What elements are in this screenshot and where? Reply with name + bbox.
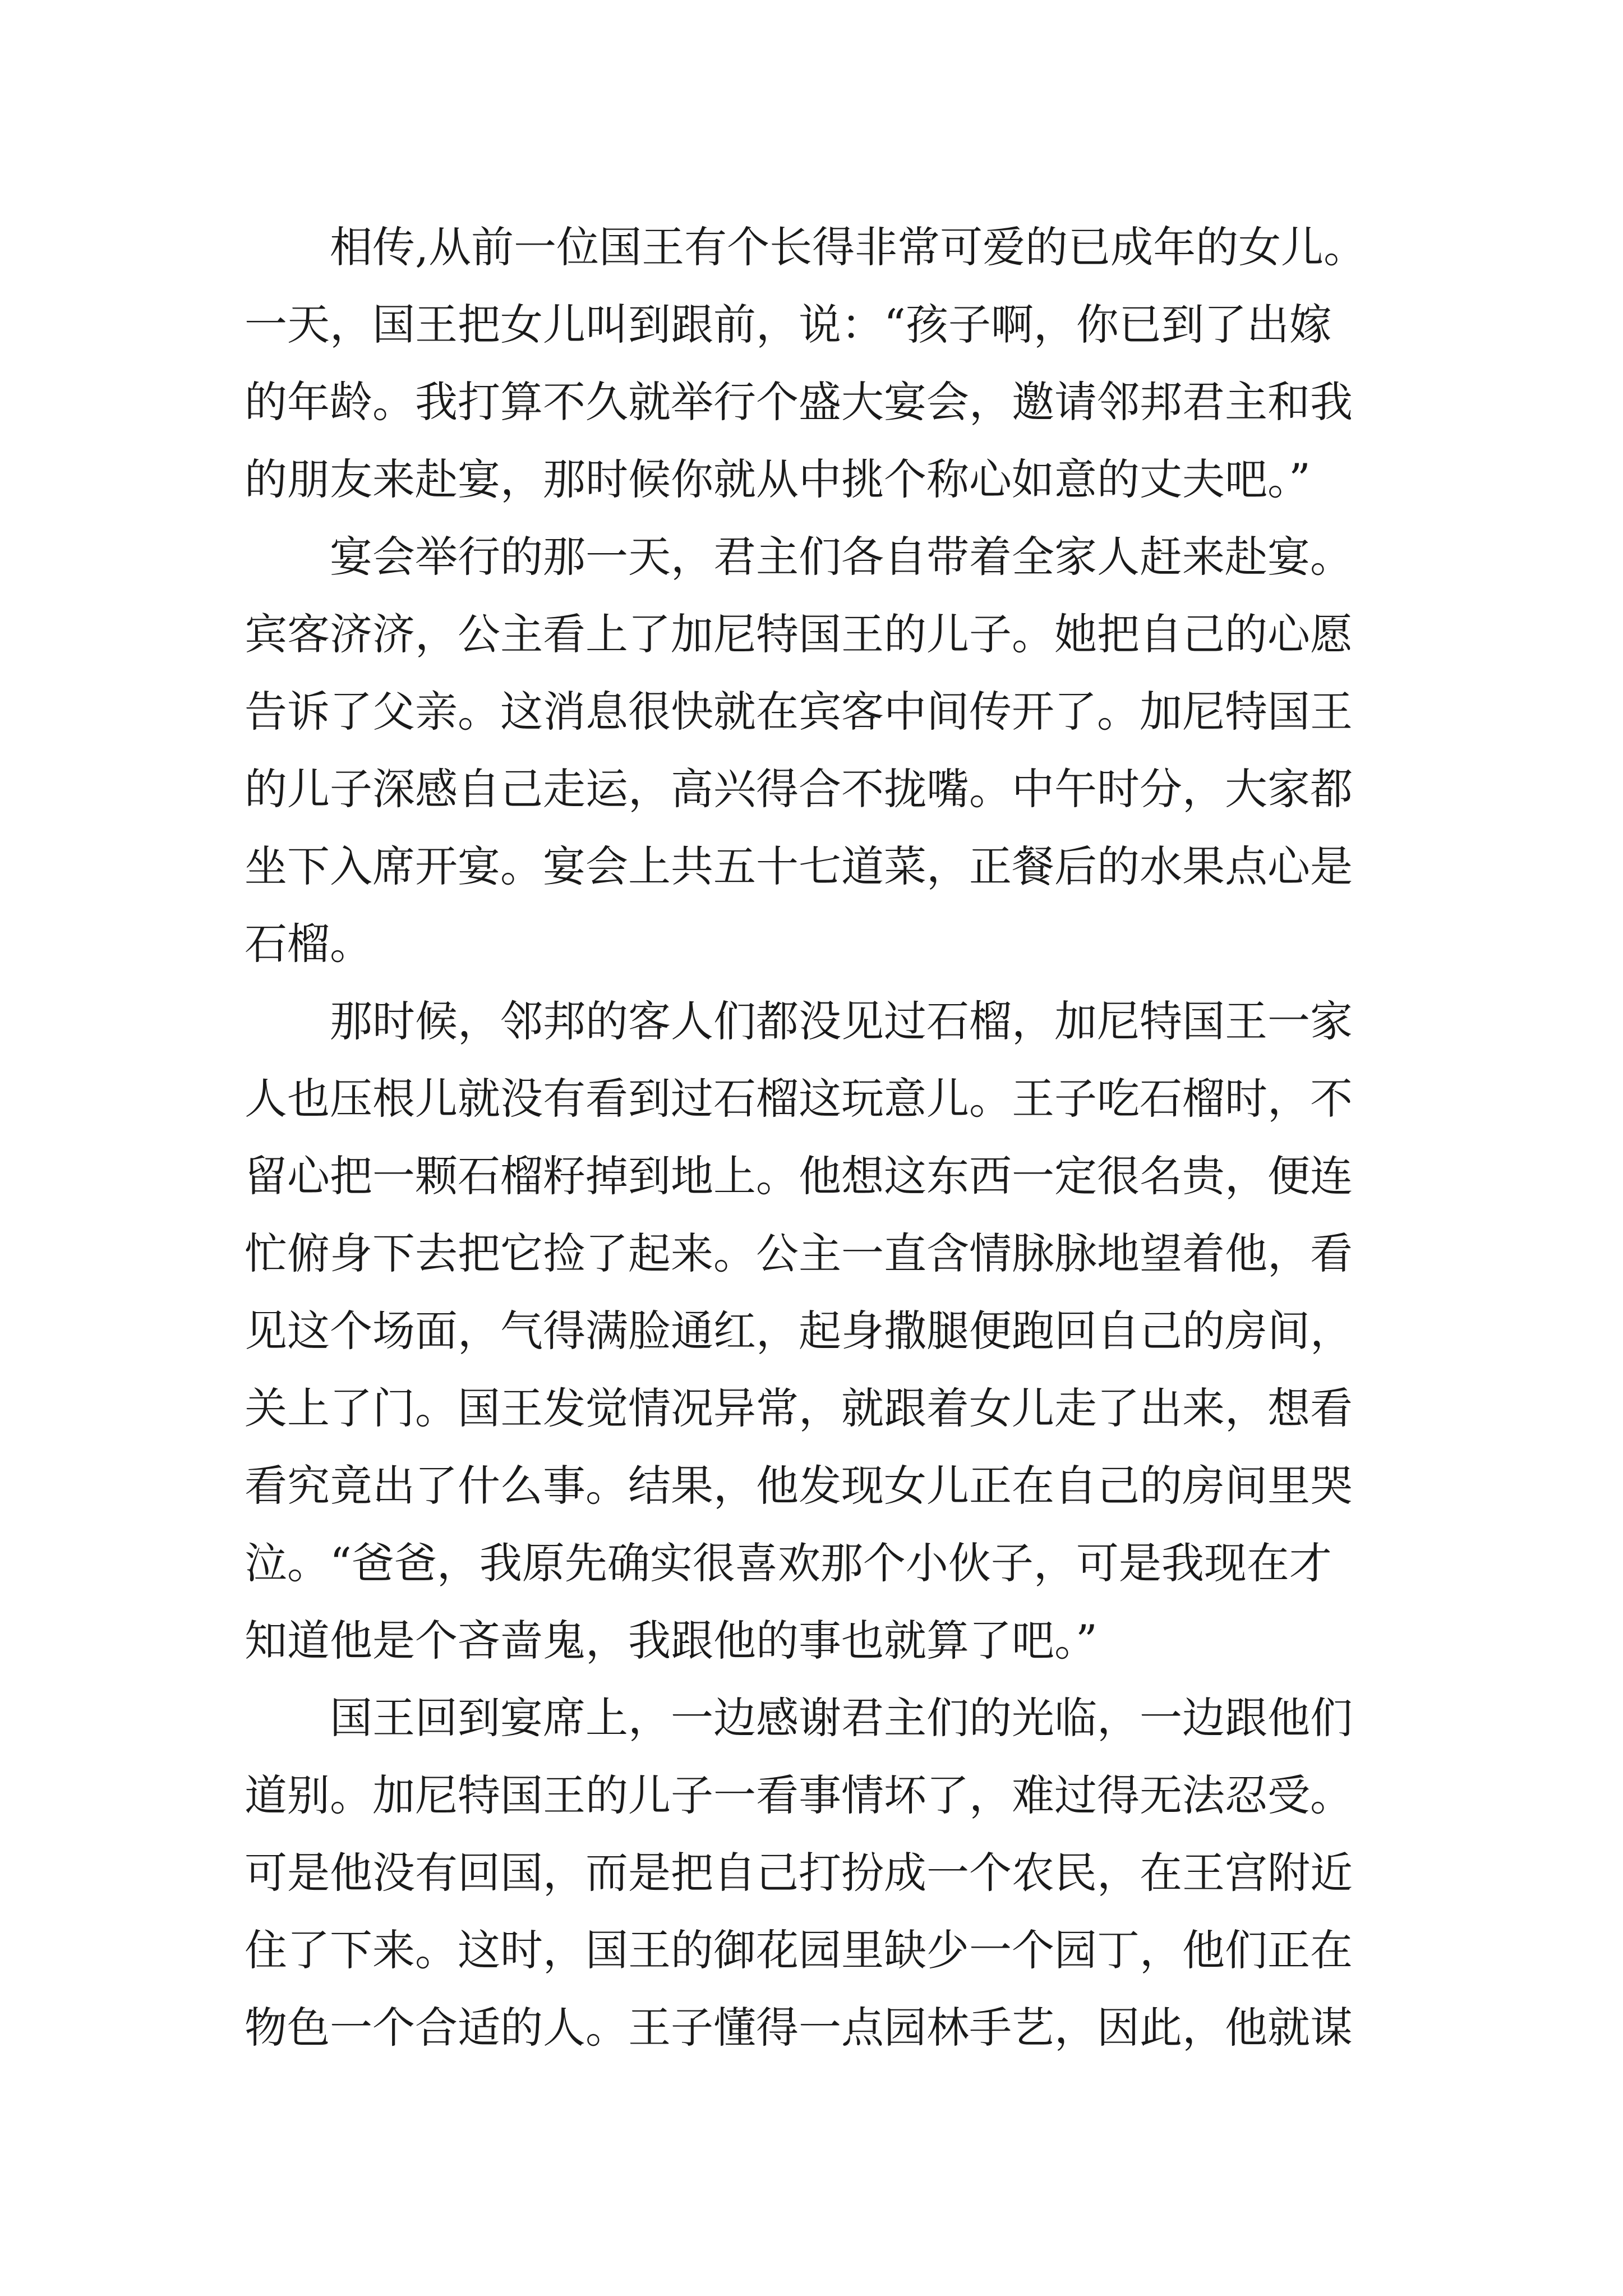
story-text bbox=[245, 209, 1433, 2067]
text-line: 道别。加尼特国王的儿子一看事情坏了，难过得无法忍受。 bbox=[245, 1770, 1353, 1820]
text-line: 关上了门。国王发觉情况异常，就跟着女儿走了出来，想看 bbox=[245, 1383, 1353, 1433]
text-line: 见这个场面，气得满脸通红，起身撒腿便跑回自己的房间， bbox=[245, 1306, 1353, 1356]
text-line: 泣。“爸爸，我原先确实很喜欢那个小伙子，可是我现在才 bbox=[245, 1538, 1332, 1588]
text-line: 国王回到宴席上，一边感谢君主们的光临，一边跟他们 bbox=[330, 1693, 1353, 1743]
text-line: 的年龄。我打算不久就举行个盛大宴会，邀请邻邦君主和我 bbox=[245, 377, 1353, 427]
text-line: 的儿子深感自己走运，高兴得合不拢嘴。中午时分，大家都 bbox=[245, 764, 1353, 814]
text-line: 宴会举行的那一天，君主们各自带着全家人赶来赴宴。 bbox=[330, 532, 1353, 582]
text-line: 物色一个合适的人。王子懂得一点园林手艺，因此，他就谋 bbox=[245, 2003, 1353, 2053]
text-line: 石榴。 bbox=[245, 919, 372, 969]
text-line: 那时候，邻邦的客人们都没见过石榴，加尼特国王一家 bbox=[330, 996, 1353, 1046]
text-line: 宾客济济，公主看上了加尼特国王的儿子。她把自己的心愿 bbox=[245, 609, 1353, 659]
text-line: 忙俯身下去把它捡了起来。公主一直含情脉脉地望着他，看 bbox=[245, 1228, 1353, 1278]
text-line: 知道他是个吝啬鬼，我跟他的事也就算了吧。” bbox=[245, 1616, 1098, 1665]
text-line: 相传,从前一位国王有个长得非常可爱的已成年的女儿。 bbox=[330, 222, 1367, 272]
text-line: 人也压根儿就没有看到过石榴这玩意儿。王子吃石榴时，不 bbox=[245, 1074, 1353, 1124]
text-line: 的朋友来赴宴，那时候你就从中挑个称心如意的丈夫吧。” bbox=[245, 454, 1311, 504]
text-line: 看究竟出了什么事。结果，他发现女儿正在自己的房间里哭 bbox=[245, 1461, 1353, 1511]
text-line: 坐下入席开宴。宴会上共五十七道菜，正餐后的水果点心是 bbox=[245, 841, 1353, 891]
text-line: 留心把一颗石榴籽掉到地上。他想这东西一定很名贵，便连 bbox=[245, 1151, 1353, 1201]
text-line: 告诉了父亲。这消息很快就在宾客中间传开了。加尼特国王 bbox=[245, 687, 1353, 737]
text-line: 住了下来。这时，国王的御花园里缺少一个园丁，他们正在 bbox=[245, 1925, 1353, 1975]
text-line: 可是他没有回国，而是把自己打扮成一个农民，在王宫附近 bbox=[245, 1848, 1353, 1898]
text-line: 一天，国王把女儿叫到跟前，说：“孩子啊，你已到了出嫁 bbox=[245, 300, 1332, 349]
